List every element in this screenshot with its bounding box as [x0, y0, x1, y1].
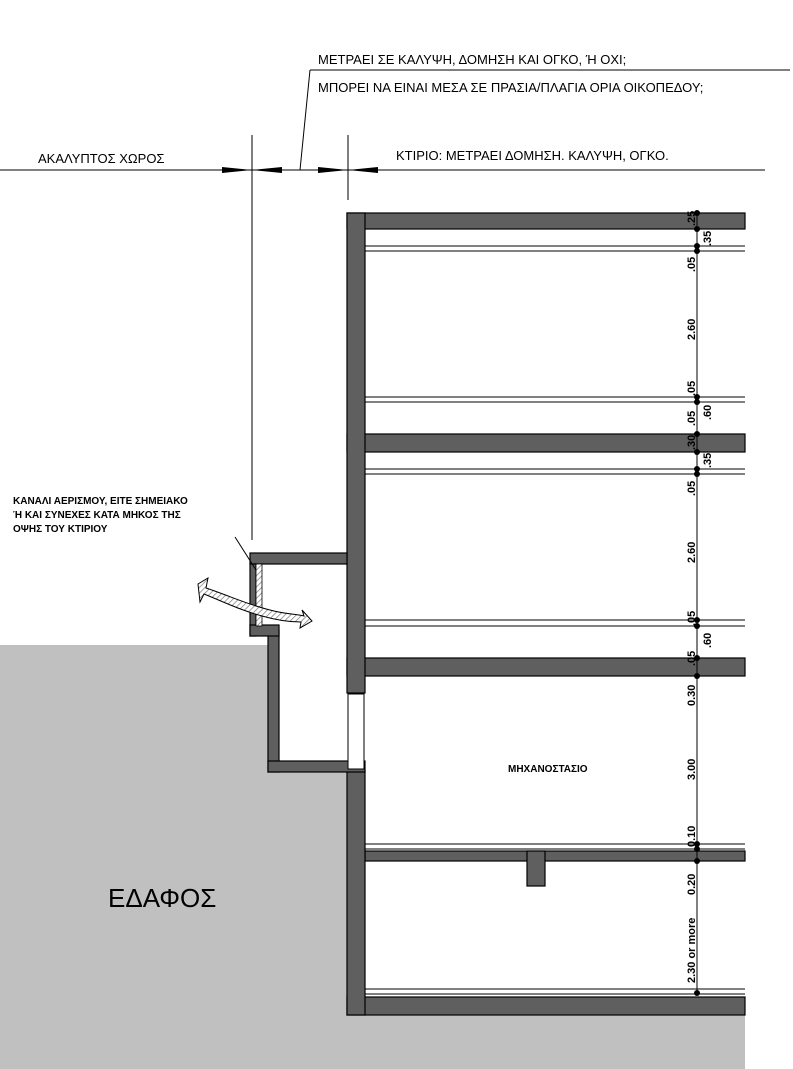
duct-note-line-2: Ή ΚΑΙ ΣΥΝΕΧΕΣ ΚΑΤΑ ΜΗΚΟΣ ΤΗΣ: [13, 510, 181, 521]
dim-label: 2.60: [686, 318, 698, 340]
dim-label: .60: [702, 632, 714, 648]
open-space-label: ΑΚΑΛΥΠΤΟΣ ΧΩΡΟΣ: [38, 151, 165, 166]
dim-label: 0.30: [686, 684, 698, 706]
dim-label: .05: [686, 380, 698, 396]
dim-label: .05: [686, 650, 698, 666]
dimension-labels: [686, 211, 714, 983]
dim-label: 0.10: [686, 825, 698, 847]
dim-label: .05: [686, 480, 698, 496]
dim-label: 2.30 or more: [686, 917, 698, 983]
dim-label: .05: [686, 410, 698, 426]
machine-room-label: ΜΗΧΑΝΟΣΤΑΣΙΟ: [508, 764, 588, 775]
wall-opening: [348, 694, 364, 769]
ground-label: ΕΔΑΦΟΣ: [108, 883, 217, 913]
note-question-1: ΜΕΤΡΑΕΙ ΣΕ ΚΑΛΥΨΗ, ΔΟΜΗΣΗ ΚΑΙ ΟΓΚΟ, Ή ΟΧΙ;: [318, 52, 627, 67]
note-question-2: ΜΠΟΡΕΙ ΝΑ ΕΙΝΑΙ ΜΕΣΑ ΣΕ ΠΡΑΣΙΑ/ΠΛΑΓΙΑ ΟΡΙΑ ΟΙΚΟΠΕΔΟΥ;: [318, 80, 704, 95]
dim-label: .05: [686, 610, 698, 626]
dim-label: 0.20: [686, 873, 698, 895]
ground-right-strip: [348, 1015, 745, 1069]
duct-note-line-1: ΚΑΝΑΛΙ ΑΕΡΙΣΜΟΥ, ΕΙΤΕ ΣΗΜΕΙΑΚΟ: [13, 496, 188, 507]
dim-label: .25: [686, 210, 698, 226]
dim-label: .35: [702, 452, 714, 468]
ground-fill: [0, 645, 348, 1069]
dim-label: 3.00: [686, 758, 698, 780]
building-label: ΚΤΙΡΙΟ: ΜΕΤΡΑΕΙ ΔΟΜΗΣΗ. ΚΑΛΥΨΗ, ΟΓΚΟ.: [396, 148, 669, 163]
dim-label: .30: [686, 434, 698, 450]
dim-label: .35: [702, 230, 714, 246]
duct-note-line-3: ΟΨΗΣ ΤΟΥ ΚΤΙΡΙΟΥ: [13, 524, 108, 535]
dim-label: 2.60: [686, 541, 698, 563]
dim-label: .60: [702, 404, 714, 420]
duct-grille: [256, 564, 262, 626]
dim-label: .05: [686, 256, 698, 272]
